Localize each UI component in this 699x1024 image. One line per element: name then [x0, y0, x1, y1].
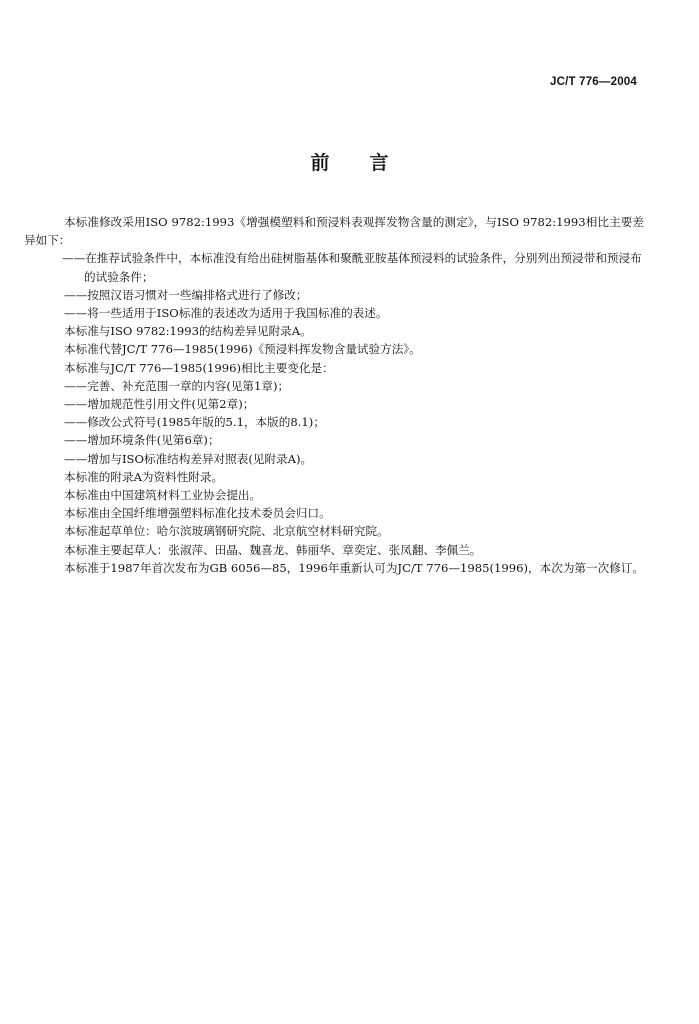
paragraph-history: 本标准于1987年首次发布为GB 6056—85，1996年重新认可为JC/T 776—1985(1996)，本次为第一次修订。: [64, 560, 644, 575]
list-item-difference-2: ——按照汉语习惯对一些编排格式进行了修改；: [64, 287, 308, 302]
paragraph-drafters: 本标准主要起草人：张淑萍、田晶、魏喜龙、韩丽华、章奕定、张凤翻、李佩兰。: [64, 542, 482, 557]
title-char-1: 前: [310, 152, 330, 174]
paragraph-proposed-by: 本标准由中国建筑材料工业协会提出。: [64, 488, 262, 503]
list-item-change-2: ——增加规范性引用文件(见第2章)；: [64, 397, 255, 412]
list-item-change-3: ——修改公式符号(1985年版的5.1，本版的8.1)；: [64, 415, 325, 430]
list-item-change-1: ——完善、补充范围一章的内容(见第1章)；: [64, 378, 290, 393]
paragraph-changes-intro: 本标准与JC/T 776—1985(1996)相比主要变化是：: [64, 360, 334, 375]
paragraph-replaces: 本标准代替JC/T 776—1985(1996)《预浸料挥发物含量试验方法》。: [64, 342, 421, 357]
standard-code: JC/T 776—2004: [550, 76, 637, 88]
title-char-2: 言: [369, 152, 389, 174]
list-item-difference-3: ——将一些适用于ISO标准的表述改为适用于我国标准的表述。: [64, 306, 388, 321]
page-title: [0, 148, 699, 175]
paragraph-adoption: 本标准修改采用ISO 9782:1993《增强模塑料和预浸料表观挥发物含量的测定》，与ISO 9782:1993相比主要差异如下：: [24, 215, 644, 248]
list-item-change-5: ——增加与ISO标准结构差异对照表(见附录A)。: [64, 451, 313, 466]
paragraph-appendix: 本标准的附录A为资料性附录。: [64, 469, 224, 484]
foreword-body: [24, 213, 644, 577]
list-item-difference-1: ——在推荐试验条件中，本标准没有给出硅树脂基体和聚酰亚胺基体预浸料的试验条件，分别列出预浸带和预浸布的试验条件；: [62, 251, 642, 284]
paragraph-structure-difference: 本标准与ISO 9782:1993的结构差异见附录A。: [64, 324, 312, 339]
list-item-change-4: ——增加环境条件(见第6章)；: [64, 433, 220, 448]
paragraph-drafting-units: 本标准起草单位：哈尔滨玻璃钢研究院、北京航空材料研究院。: [64, 524, 389, 539]
paragraph-managed-by: 本标准由全国纤维增强塑料标准化技术委员会归口。: [64, 506, 331, 521]
